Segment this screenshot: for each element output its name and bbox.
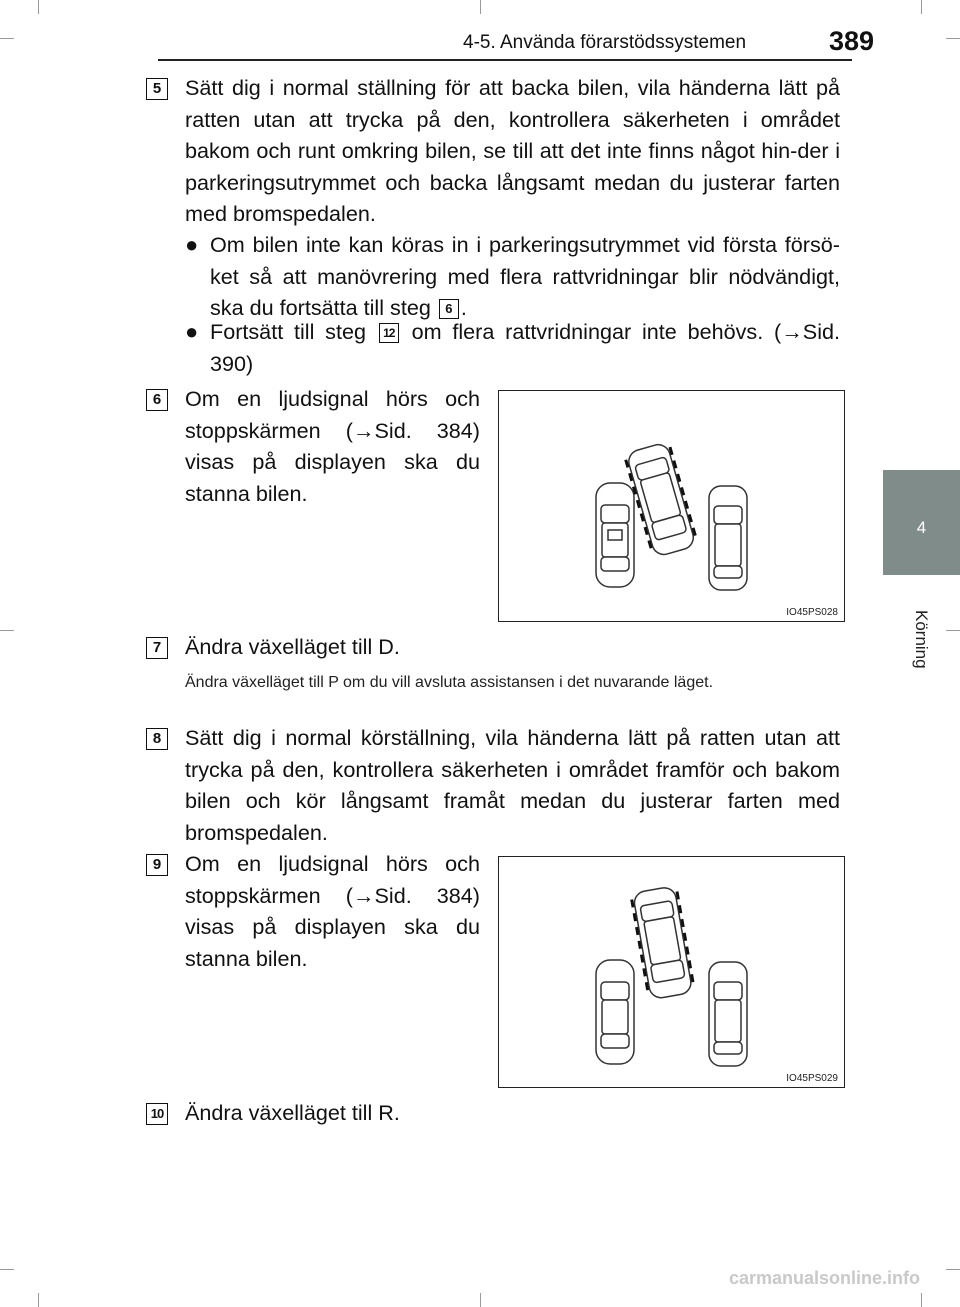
crop-mark [0, 38, 14, 39]
crop-mark [921, 0, 922, 14]
car-diagram-icon [499, 391, 846, 623]
chapter-number: 4 [916, 518, 927, 537]
crop-mark [921, 1293, 922, 1307]
crop-mark [38, 1293, 39, 1307]
step-10-text: Ändra växelläget till R. [185, 1100, 400, 1125]
step-7-note: Ändra växelläget till P om du vill avsluta assistansen i det nuvarande läget. [185, 674, 714, 691]
crop-mark [480, 0, 481, 14]
step-number-5: 5 [146, 78, 168, 100]
parked-car-left [596, 960, 634, 1064]
crop-mark [946, 1269, 960, 1270]
crop-mark [946, 38, 960, 39]
parked-car-right [709, 962, 747, 1066]
step-number-6: 6 [146, 389, 168, 411]
step-7-text: Ändra växelläget till D. [185, 634, 400, 659]
parked-car-right [709, 486, 747, 590]
bullet-item [185, 316, 840, 380]
crop-mark [0, 630, 14, 631]
step-6-text: Om en ljudsignal hörs och stoppskärmen (→Sid. 384) visas på displayen ska du stanna bilen. [185, 386, 480, 506]
step-8-text: Sätt dig i normal körställning, vila händerna lätt på ratten utan att trycka på den, kontrollera säkerheten i området framför och bakom bilen och kör långsamt framåt medan du justerar farten med bromspedalen. [185, 725, 840, 845]
crop-mark [0, 1269, 14, 1270]
bullet-item [185, 229, 840, 324]
maneuvering-car [631, 886, 695, 1000]
bullet-text: Om bilen inte kan köras in i parkeringsutrymmet vid första försö-ket så att manövrering med flera rattvridningar blir nödvändigt, ska du fortsätta till steg 6 . [210, 232, 840, 320]
crop-mark [480, 1293, 481, 1307]
bullet-dot-icon: ● [185, 232, 199, 257]
figure-code: IO45PS028 [786, 607, 838, 618]
crop-mark [946, 630, 960, 631]
crop-mark [38, 0, 39, 14]
step-number-9: 9 [146, 854, 168, 876]
section-title: 4-5. Använda förarstödssystemen [463, 32, 747, 53]
bullet-text: Fortsätt till steg 12 om flera rattvridningar inte behövs. (→Sid. 390) [210, 319, 840, 376]
parking-illustration [498, 856, 845, 1088]
car-diagram-icon [499, 857, 846, 1089]
step-number-10: 10 [146, 1103, 168, 1125]
page-number: 389 [829, 26, 875, 56]
parking-illustration [498, 390, 845, 622]
bullet-dot-icon: ● [185, 319, 199, 344]
step-number-8: 8 [146, 728, 168, 750]
watermark-logo: carmanualsonline.info [729, 1268, 921, 1288]
step-number-7: 7 [146, 637, 168, 659]
maneuvering-car [624, 441, 698, 557]
step-9-text: Om en ljudsignal hörs och stoppskärmen (→Sid. 384) visas på displayen ska du stanna bilen. [185, 851, 480, 971]
step-ref-6: 6 [439, 299, 459, 319]
parked-car-left [596, 483, 634, 587]
chapter-tab [883, 470, 960, 575]
chapter-label: Körning [912, 610, 931, 669]
header-rule [158, 59, 852, 61]
step-5-text: Sätt dig i normal ställning för att backa bilen, vila händerna lätt på ratten utan att trycka på den, kontrollera säkerheten i området bakom och runt omkring bilen, se till att det inte finns något hin-der i parkeringsutrymmet och backa långsamt medan du justerar farten med bromspedalen. [185, 75, 840, 226]
figure-code: IO45PS029 [786, 1073, 838, 1084]
step-ref-12: 12 [379, 323, 399, 343]
